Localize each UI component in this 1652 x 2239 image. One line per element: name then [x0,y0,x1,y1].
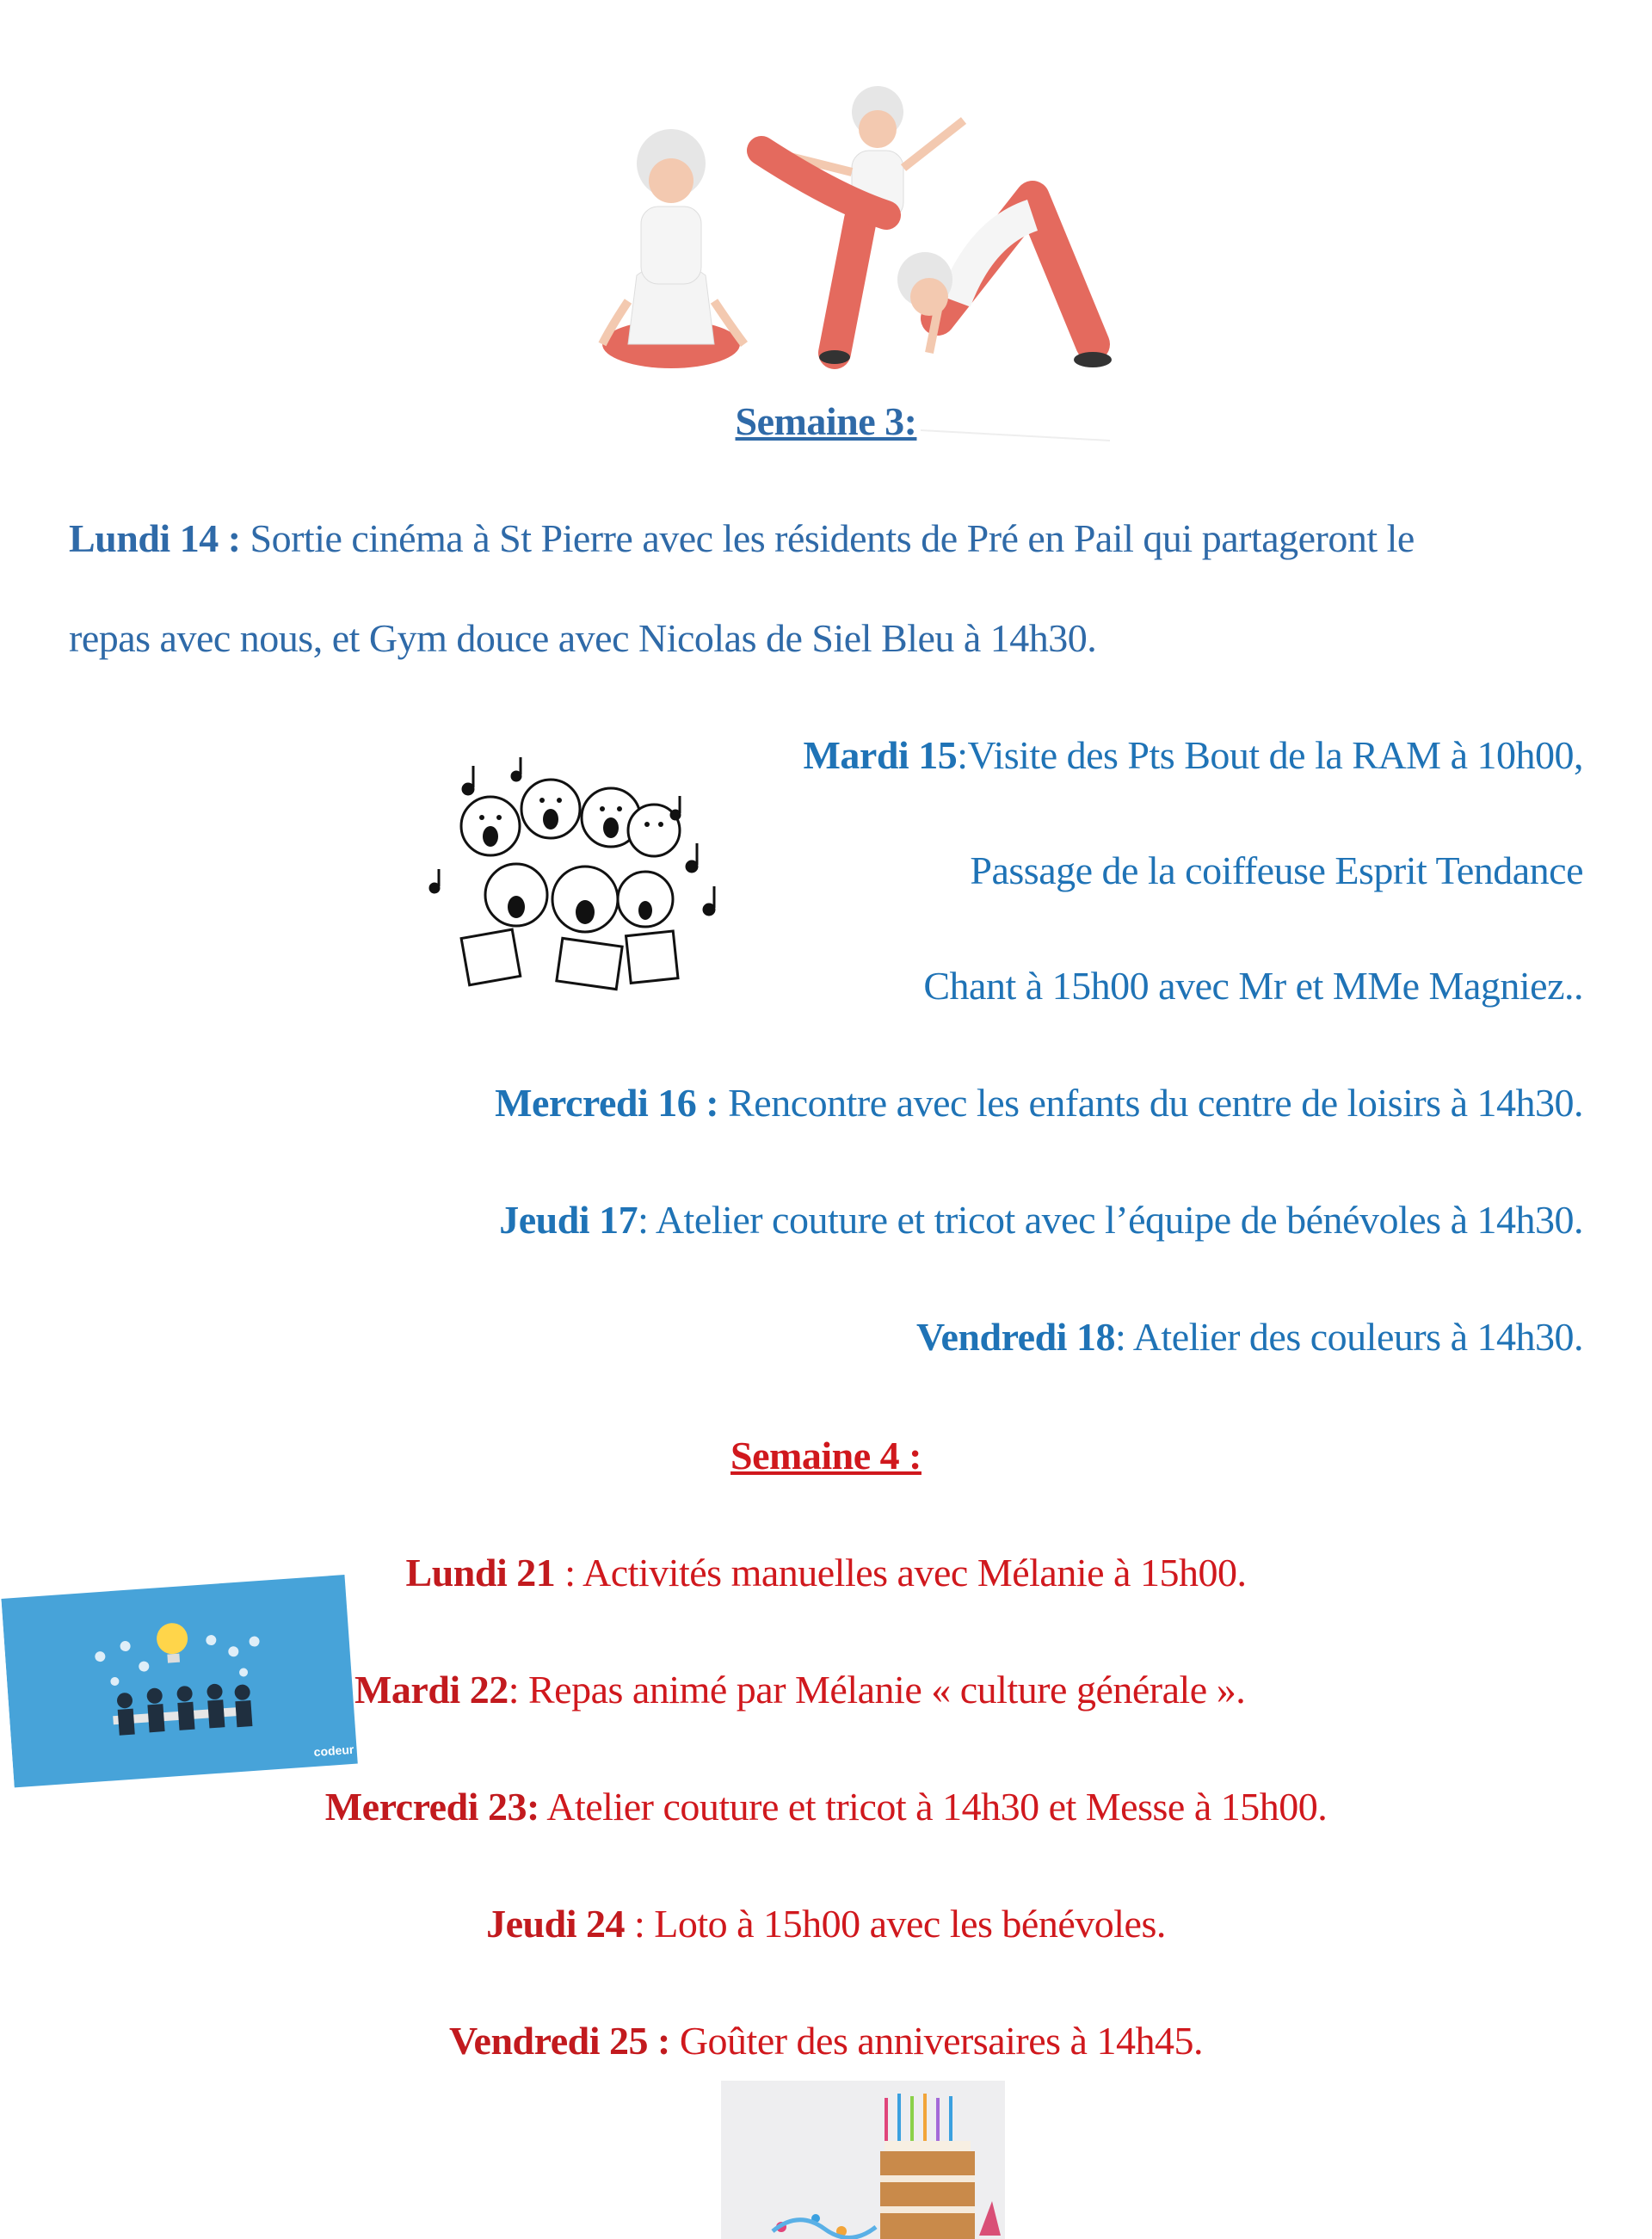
week4-mardi [354,1664,1245,1716]
activity-text: : Repas animé par Mélanie « culture générale ». [508,1668,1246,1712]
day-label: Vendredi 25 : [449,2019,670,2063]
week4-mercredi [0,1781,1652,1833]
week4-heading: Semaine 4 : [730,1434,922,1477]
activity-text: :Visite des Pts Bout de la RAM à 10h00, [957,733,1583,777]
week4-vendredi [0,2015,1652,2067]
birthday-cake-photo [721,2081,1005,2239]
activity-text: : Loto à 15h00 avec les bénévoles. [625,1902,1166,1946]
activity-text: Rencontre avec les enfants du centre de loisirs à 14h30. [718,1081,1583,1125]
week4-jeudi [0,1898,1652,1950]
activity-text: : Activités manuelles avec Mélanie à 15h00. [555,1551,1247,1594]
activity-text: Sortie cinéma à St Pierre avec les résidents de Pré en Pail qui partageront le [240,516,1415,560]
activity-text: Atelier couture et tricot à 14h30 et Messe à 15h00. [539,1785,1328,1829]
week3-mardi-line3 [923,960,1583,1012]
week3-mardi-line1 [804,730,1583,781]
day-label: Mardi 15 [803,733,958,777]
week3-mercredi [495,1077,1583,1129]
day-label: Vendredi 18 [916,1315,1115,1359]
activity-text: repas avec nous, et Gym douce avec Nicolas de Siel Bleu à 14h30. [69,616,1097,660]
meeting-caption: codeur [313,1742,354,1760]
yoga-seniors-illustration [576,86,1127,447]
week3-mardi-line2 [970,845,1583,897]
activity-text: : Atelier couture et tricot avec l’équipe de bénévoles à 14h30. [638,1198,1583,1242]
lotus-figure [602,129,744,368]
day-label: Mercredi 16 : [495,1081,719,1125]
week3-lundi-line2 [69,613,1096,664]
day-label: Mercredi 23: [324,1785,539,1829]
choir-singing-sketch [422,749,731,998]
activity-text: Chant à 15h00 avec Mr et MMe Magniez.. [923,964,1583,1008]
day-label: Lundi 14 : [69,516,241,560]
day-label: Jeudi 24 [486,1902,625,1946]
week3-jeudi [499,1194,1583,1246]
activity-text: Passage de la coiffeuse Esprit Tendance [970,848,1583,892]
day-label: Lundi 21 [405,1551,556,1594]
day-label: Jeudi 17 [499,1198,638,1242]
activity-text: Goûter des anniversaires à 14h45. [669,2019,1203,2063]
downdog-figure [897,198,1112,367]
activity-text: : Atelier des couleurs à 14h30. [1114,1315,1583,1359]
day-label: Mardi 22 [354,1668,509,1712]
meeting-idea-illustration [0,1557,367,1796]
week3-lundi-line1 [69,513,1415,564]
week3-heading: Semaine 3: [735,399,917,443]
week3-vendredi [916,1311,1583,1363]
